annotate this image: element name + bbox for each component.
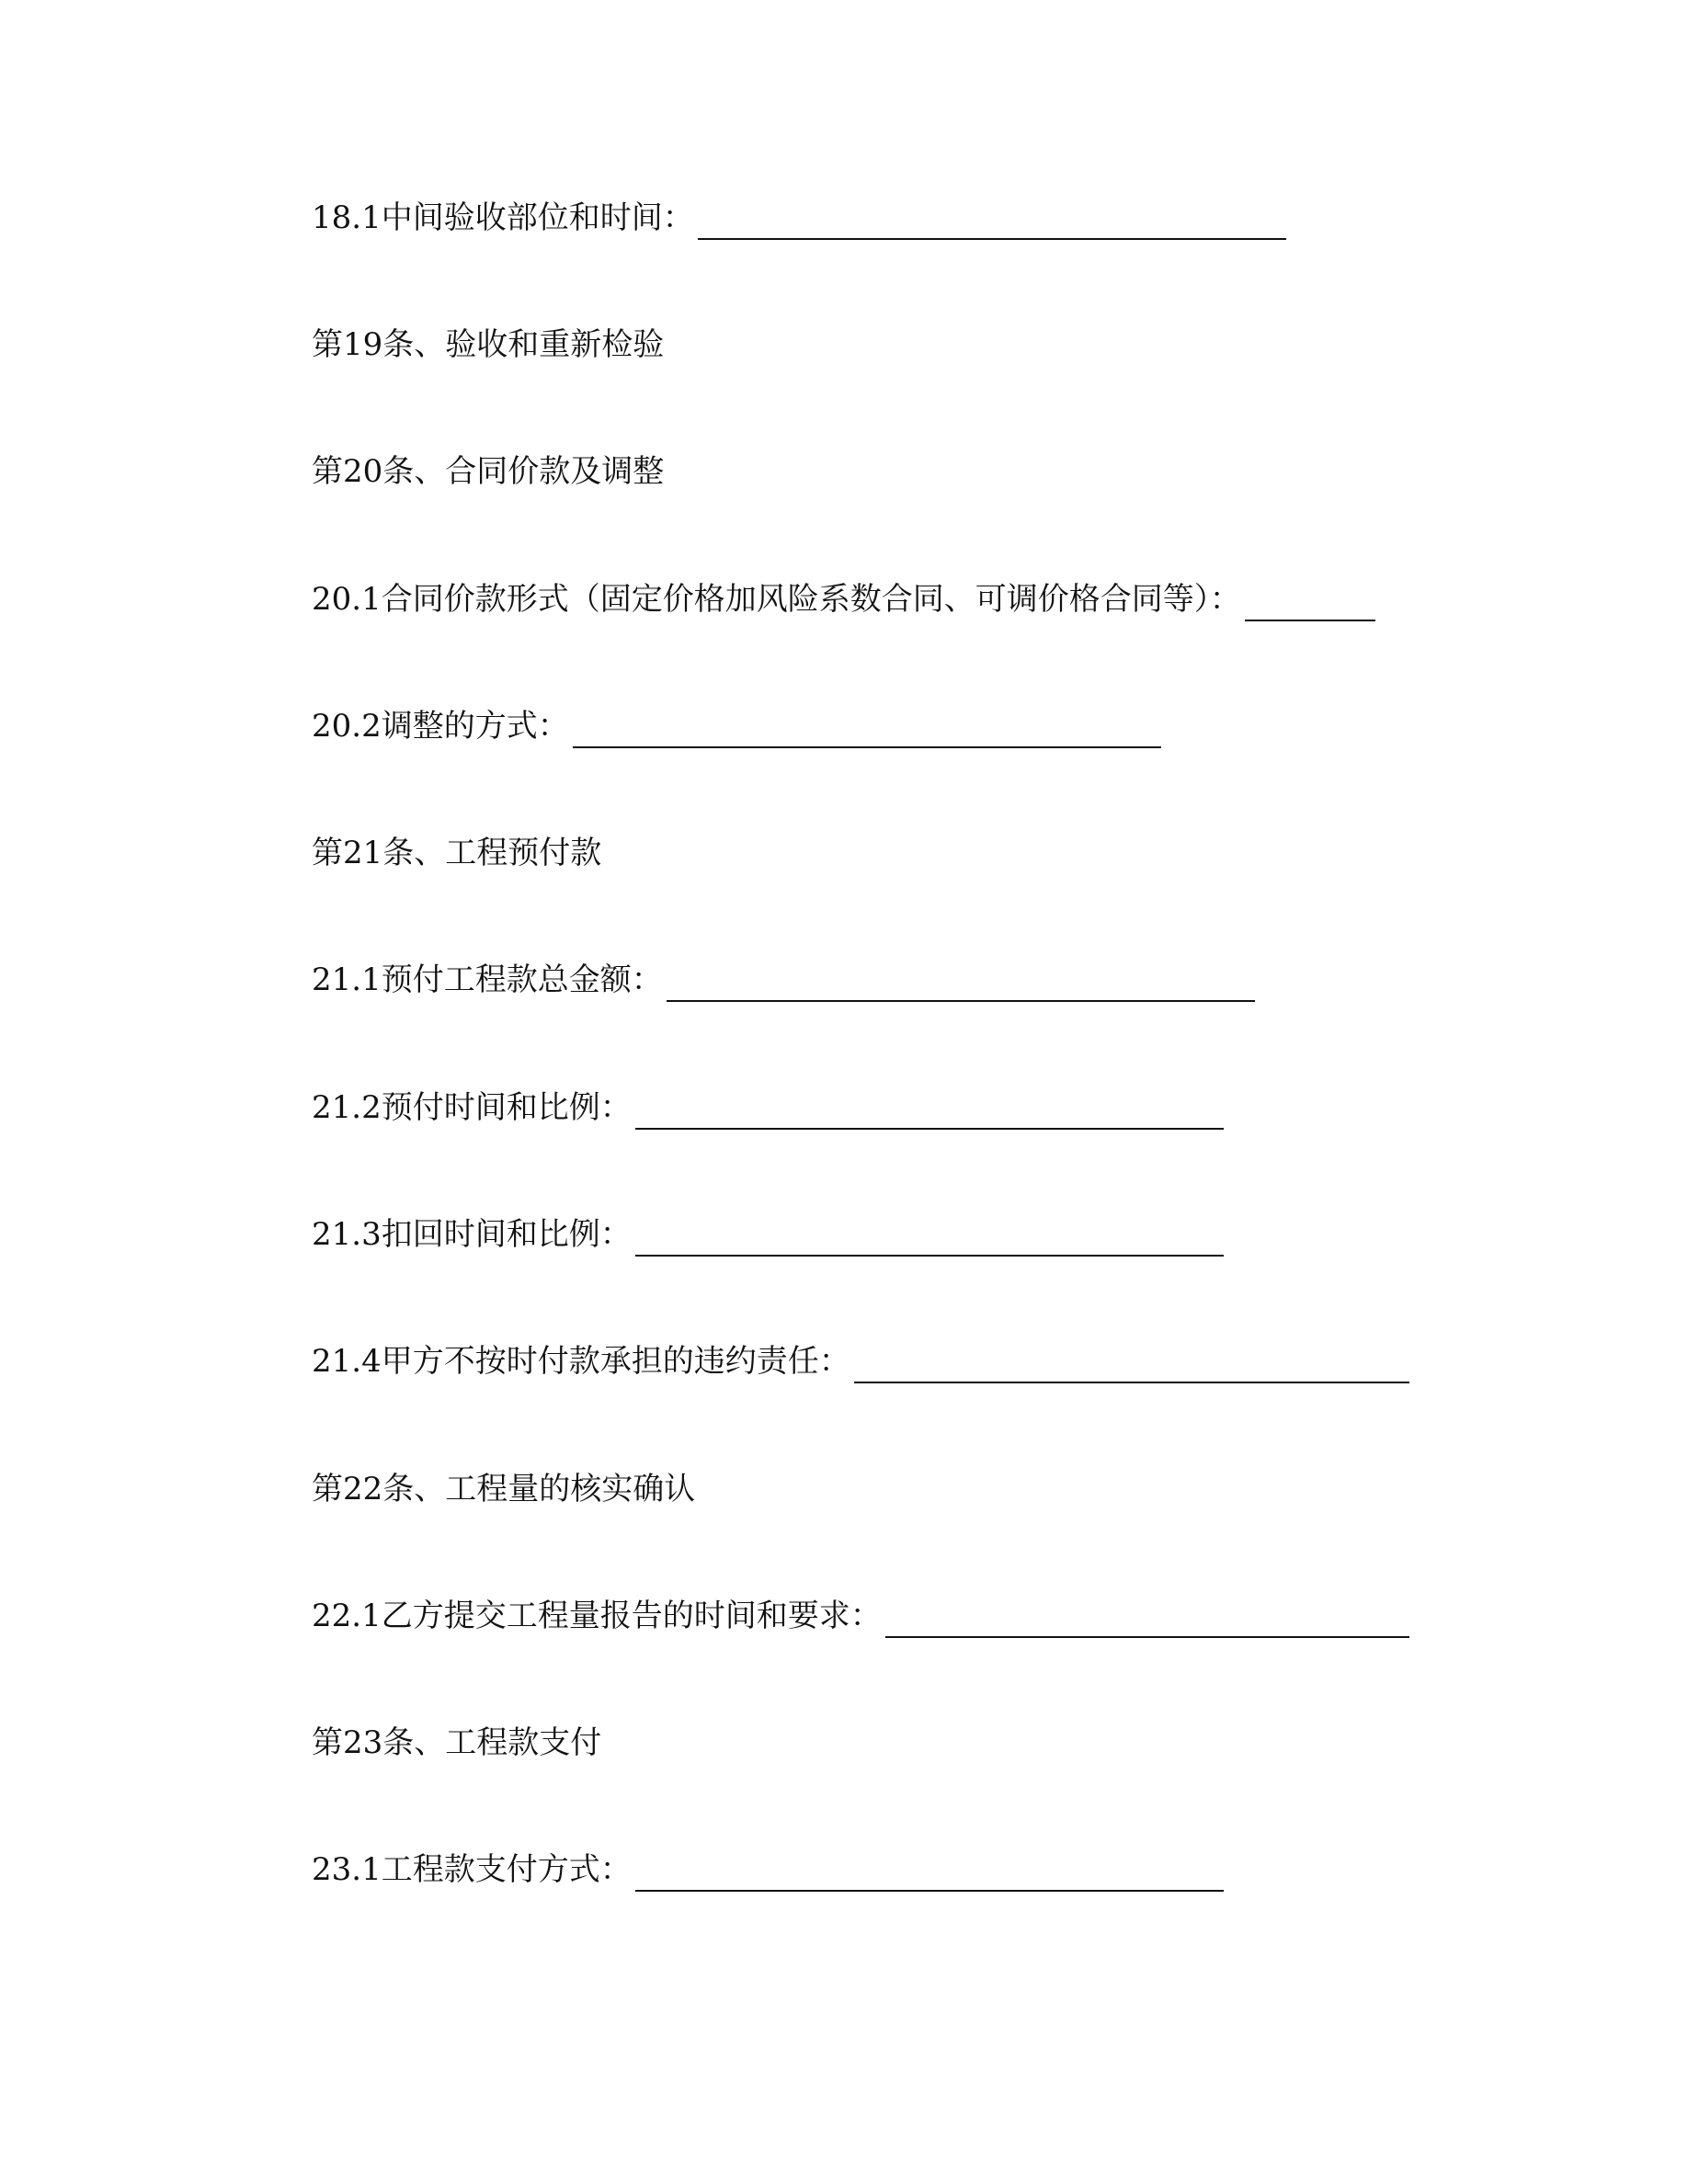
- article-20-heading: [312, 449, 664, 494]
- fill-in-blank[interactable]: [635, 1218, 1224, 1257]
- clause-label: 18.1中间验收部位和时间：: [312, 199, 694, 236]
- article-heading: 第20条、合同价款及调整: [312, 453, 665, 490]
- clause-label: 20.2调整的方式：: [312, 708, 569, 745]
- clause-label: 21.1预付工程款总金额：: [312, 961, 663, 998]
- fill-in-blank[interactable]: [885, 1599, 1409, 1638]
- article-22-heading: [312, 1467, 695, 1511]
- article-heading: 第21条、工程预付款: [312, 835, 602, 871]
- article-heading: 第19条、验收和重新检验: [312, 326, 665, 363]
- clause-label: 22.1乙方提交工程量报告的时间和要求：: [312, 1598, 882, 1634]
- clause-label: 20.1合同价款形式（固定价格加风险系数合同、可调价格合同等）：: [312, 581, 1241, 618]
- fill-in-blank[interactable]: [698, 201, 1286, 240]
- article-19-heading: [312, 323, 664, 367]
- clause-label: 21.3扣回时间和比例：: [312, 1216, 632, 1253]
- article-heading: 第23条、工程款支付: [312, 1724, 602, 1761]
- clause-21-1: [312, 958, 1255, 1002]
- fill-in-blank[interactable]: [635, 1091, 1224, 1130]
- clause-label: 21.2预付时间和比例：: [312, 1089, 632, 1126]
- clause-21-3: [312, 1212, 1224, 1257]
- clause-21-2: [312, 1086, 1224, 1130]
- clause-label: 21.4甲方不按时付款承担的违约责任：: [312, 1343, 850, 1380]
- clause-18-1: [312, 196, 1286, 240]
- fill-in-blank[interactable]: [635, 1853, 1224, 1892]
- fill-in-blank[interactable]: [854, 1345, 1409, 1383]
- clause-20-2: [312, 704, 1161, 748]
- fill-in-blank[interactable]: [1245, 583, 1375, 621]
- article-21-heading: [312, 831, 601, 875]
- clause-22-1: [312, 1594, 1409, 1638]
- fill-in-blank[interactable]: [667, 963, 1255, 1002]
- clause-label: 23.1工程款支付方式：: [312, 1851, 632, 1888]
- fill-in-blank[interactable]: [573, 710, 1161, 748]
- clause-23-1: [312, 1848, 1224, 1892]
- article-heading: 第22条、工程量的核实确认: [312, 1471, 696, 1507]
- clause-21-4: [312, 1339, 1409, 1383]
- article-23-heading: [312, 1721, 601, 1765]
- clause-20-1: [312, 577, 1375, 621]
